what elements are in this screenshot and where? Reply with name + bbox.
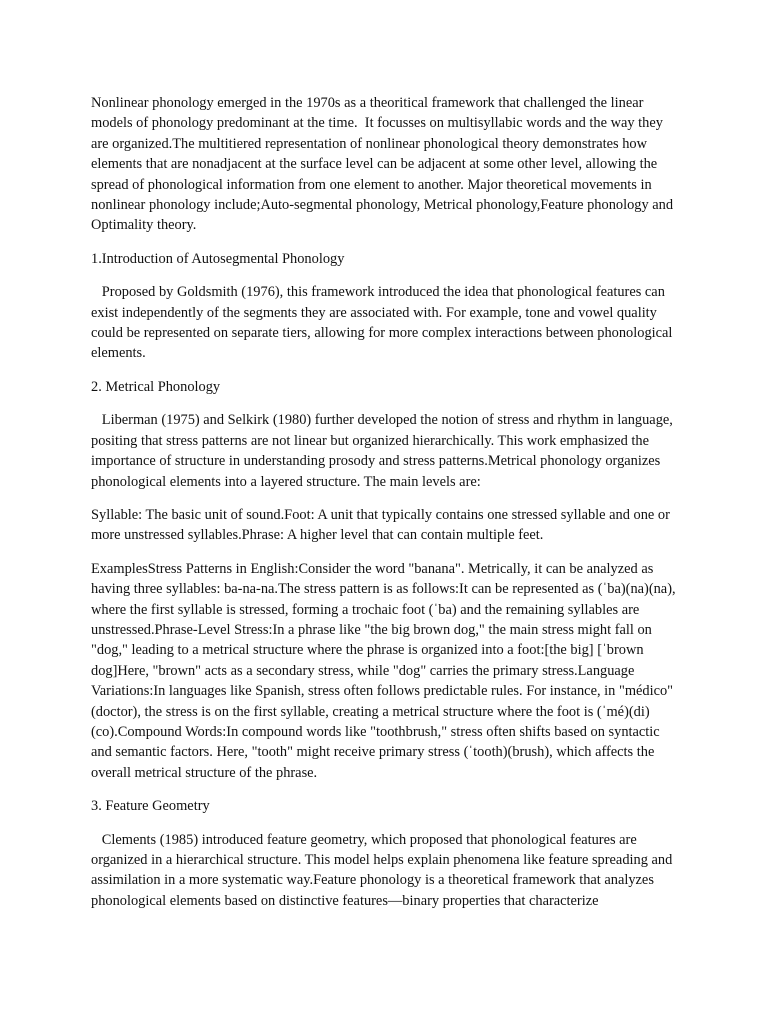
document-page [91, 93, 681, 924]
section-heading-metrical: 2. Metrical Phonology [91, 378, 221, 395]
metrical-levels-paragraph: Syllable: The basic unit of sound.Foot: A unit that typically contains one stressed syllable and one or more unstressed syllables.Phrase: A higher level that can contain multiple feet. [91, 506, 674, 544]
metrical-examples-paragraph: ExamplesStress Patterns in English:Consider the word "banana". Metrically, it can be analyzed as having three syllables: ba-na-na.The stress pattern is as follows:It can be represented as (ˈba)(na)(na), where the first syllable is stressed, forming a trochaic foot (ˈba) and the remaining syllables are unstressed.Phrase-Level Stress:In a phrase like "the big brown dog," the main stress might fall on "dog," leading to a metrical structure where the phrase is organized into a foot:[the big] [ˈbrown dog]Here, "brown" acts as a secondary stress, while "dog" carries the primary stress.Language Variations:In languages like Spanish, stress often follows predictable rules. For instance, in "médico" (doctor), the stress is on the first syllable, creating a metrical structure where the foot is (ˈmé)(di)(co).Compound Words:In compound words like "toothbrush," stress often shifts based on syntactic and semantic factors. Here, "tooth" might receive primary stress (ˈtooth)(brush), which affects the overall metrical structure of the phrase. [91, 560, 680, 781]
section-heading-autosegmental: 1.Introduction of Autosegmental Phonology [91, 250, 345, 267]
metrical-paragraph: Liberman (1975) and Selkirk (1980) further developed the notion of stress and rhythm in language, positing that stress patterns are not linear but organized hierarchically. This work emphasized the importance of structure in understanding prosody and stress patterns.Metrical phonology organizes phonological elements into a layered structure. The main levels are: [91, 412, 677, 490]
autosegmental-paragraph: Proposed by Goldsmith (1976), this framework introduced the idea that phonological features can exist independently of the segments they are associated with. For example, tone and vowel quality could be represented on separate tiers, allowing for more complex interactions between phonological elements. [91, 284, 677, 362]
section-heading-feature-geometry: 3. Feature Geometry [91, 798, 210, 815]
feature-geometry-paragraph: Clements (1985) introduced feature geometry, which proposed that phonological features are organized in a hierarchical structure. This model helps explain phenomena like feature spreading and assimilation in a more systematic way.Feature phonology is a theoretical framework that analyzes phonological elements based on distinctive features—binary properties that characterize [91, 831, 676, 909]
intro-paragraph: Nonlinear phonology emerged in the 1970s as a theoritical framework that challenged the linear models of phonology predominant at the time. It focusses on multisyllabic words and the way they are organized.The multitiered representation of nonlinear phonological theory demonstrates how elements that are nonadjacent at the surface level can be adjacent at some other level, allowing the spread of phonological information from one element to another. Major theoretical movements in nonlinear phonology include;Auto-segmental phonology, Metrical phonology,Feature phonology and Optimality theory. [91, 95, 677, 234]
